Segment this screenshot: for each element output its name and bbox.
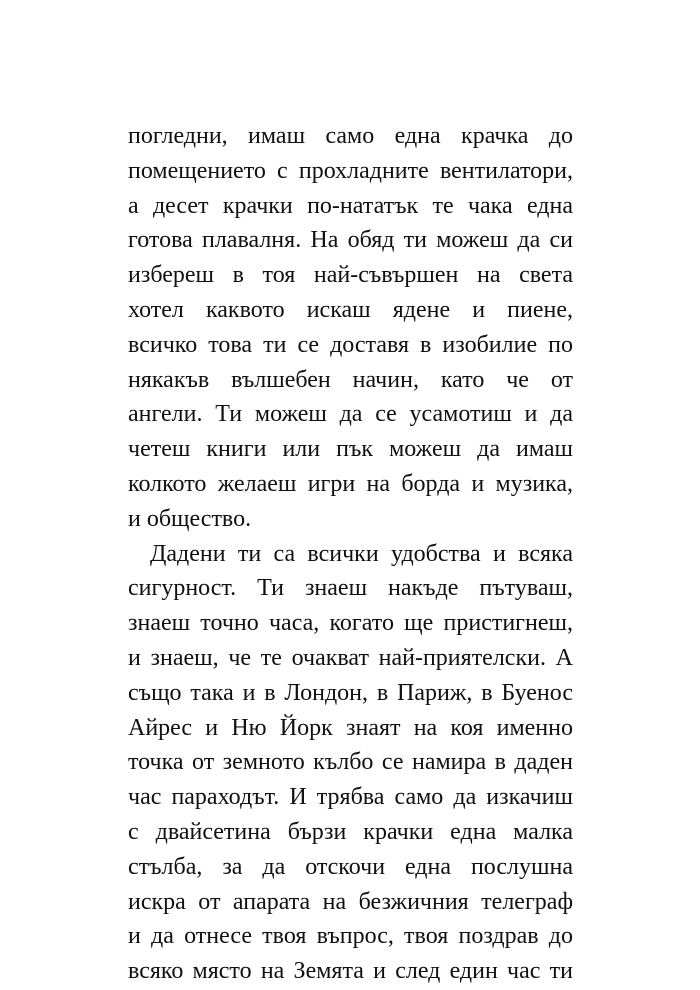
text-line: знаеш точно часа, когато ще пристигнеш,	[128, 610, 573, 637]
text-line: избереш в тоя най-съвършен на света	[128, 262, 573, 289]
text-line: всичко това ти се доставя в изобилие по	[128, 331, 573, 358]
paragraph-first-line: Дадени ти са всички удобства и всяка	[150, 540, 573, 567]
text-line: час параходът. И трябва само да изкачиш	[128, 784, 573, 811]
text-line: точка от земното кълбо се намира в даден	[128, 749, 573, 776]
paragraph-last-line: и общество.	[128, 505, 252, 532]
text-line: сигурност. Ти знаеш накъде пътуваш,	[128, 575, 573, 602]
text-line: също така и в Лондон, в Париж, в Буенос	[128, 679, 573, 706]
text-line: искра от апарата на безжичния телеграф	[128, 888, 573, 915]
text-line: а десет крачки по-нататък те чака една	[128, 192, 573, 219]
text-line: помещението с прохладните вентилатори,	[128, 157, 573, 184]
text-line: стълба, за да отскочи една послушна	[128, 853, 573, 880]
text-line: и знаеш, че те очакват най-приятелски. А	[128, 644, 573, 671]
text-line: готова плавалня. На обяд ти можеш да си	[128, 227, 573, 254]
text-line: с двайсетина бързи крачки една малка	[128, 818, 573, 845]
text-line: и да отнесе твоя въпрос, твоя поздрав до	[128, 923, 573, 950]
text-line: колкото желаеш игри на борда и музика,	[128, 470, 573, 497]
text-line: някакъв вълшебен начин, като че от	[128, 366, 573, 393]
body-text	[128, 119, 573, 989]
text-line: хотел каквото искаш ядене и пиене,	[128, 296, 573, 323]
text-line: всяко място на Земята и след един час ти	[128, 958, 573, 985]
text-line: погледни, имаш само една крачка до	[128, 123, 573, 149]
text-line: ангели. Ти можеш да се усамотиш и да	[128, 401, 573, 428]
text-line: Айрес и Ню Йорк знаят на коя именно	[128, 714, 573, 741]
text-line: четеш книги или пък можеш да имаш	[128, 436, 573, 463]
